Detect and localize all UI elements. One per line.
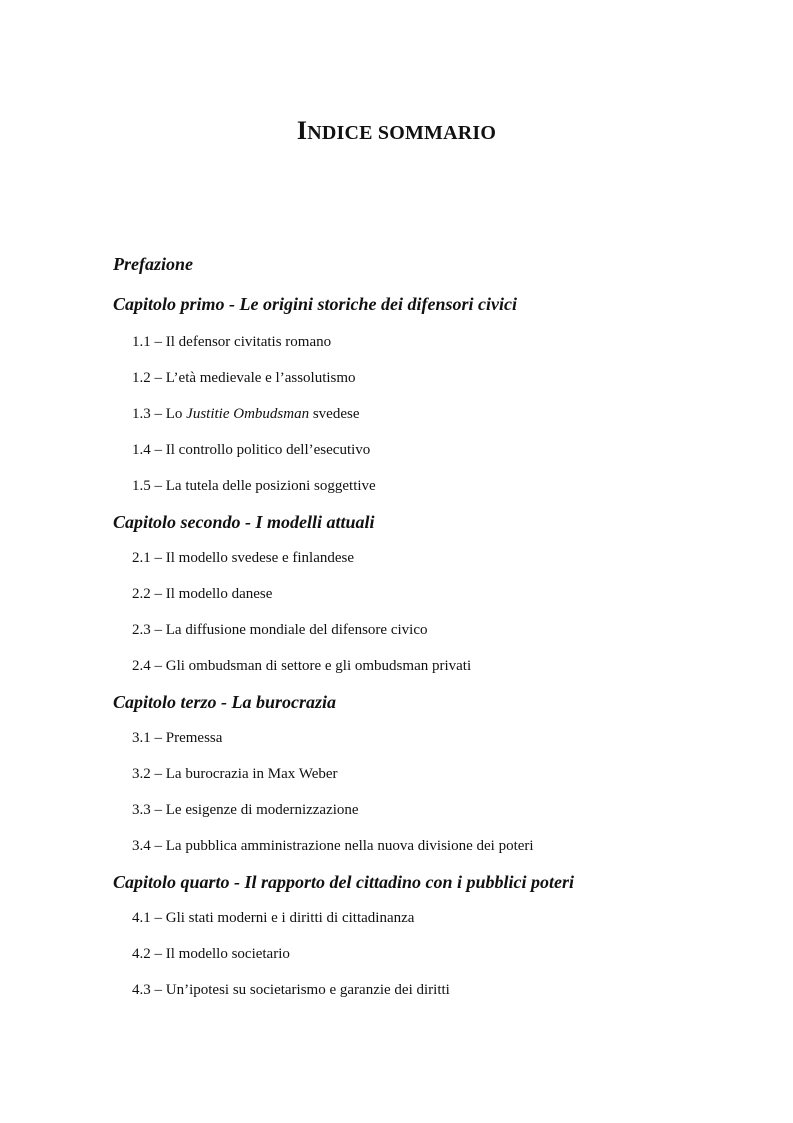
toc-entry: 1.5 – La tutela delle posizioni soggettive bbox=[132, 478, 376, 494]
title-second-initial: S bbox=[377, 122, 390, 144]
toc-heading-prefazione: Prefazione bbox=[113, 254, 193, 274]
table-of-contents bbox=[113, 252, 753, 1000]
title-initial: I bbox=[296, 116, 308, 145]
toc-entry: 2.4 – Gli ombudsman di settore e gli ombudsman privati bbox=[132, 658, 472, 674]
chapter-3-heading: Capitolo terzo - La burocrazia bbox=[113, 692, 337, 712]
toc-entry: 3.3 – Le esigenze di modernizzazione bbox=[132, 802, 359, 818]
toc-entry-prefix: 1.3 – Lo bbox=[132, 406, 187, 422]
toc-entry: 4.2 – Il modello societario bbox=[132, 946, 290, 962]
title-part-1: NDICE bbox=[307, 122, 378, 144]
page-title bbox=[0, 116, 793, 146]
chapter-1-heading: Capitolo primo - Le origini storiche dei difensori civici bbox=[113, 294, 517, 314]
toc-entry: 1.1 – Il defensor civitatis romano bbox=[132, 334, 332, 350]
toc-entry: 3.2 – La burocrazia in Max Weber bbox=[132, 766, 338, 782]
toc-entry: 2.2 – Il modello danese bbox=[132, 586, 273, 602]
toc-entry: 2.3 – La diffusione mondiale del difensore civico bbox=[132, 622, 428, 638]
toc-entry: 4.1 – Gli stati moderni e i diritti di cittadinanza bbox=[132, 910, 415, 926]
toc-entry: 1.2 – L’età medievale e l’assolutismo bbox=[132, 370, 356, 386]
toc-entry: 3.4 – La pubblica amministrazione nella nuova divisione dei poteri bbox=[132, 838, 534, 854]
chapter-4-heading: Capitolo quarto - Il rapporto del cittadino con i pubblici poteri bbox=[113, 872, 575, 892]
title-part-2: OMMARIO bbox=[389, 122, 497, 144]
toc-entry: 2.1 – Il modello svedese e finlandese bbox=[132, 550, 355, 566]
toc-entry bbox=[132, 404, 753, 424]
toc-entry-italic: Justitie Ombudsman bbox=[186, 406, 310, 422]
toc-entry: 3.1 – Premessa bbox=[132, 730, 223, 746]
toc-entry: 1.4 – Il controllo politico dell’esecutivo bbox=[132, 442, 371, 458]
toc-entry-suffix: svedese bbox=[309, 406, 360, 422]
chapter-2-heading: Capitolo secondo - I modelli attuali bbox=[113, 512, 375, 532]
toc-entry: 4.3 – Un’ipotesi su societarismo e garanzie dei diritti bbox=[132, 982, 450, 998]
